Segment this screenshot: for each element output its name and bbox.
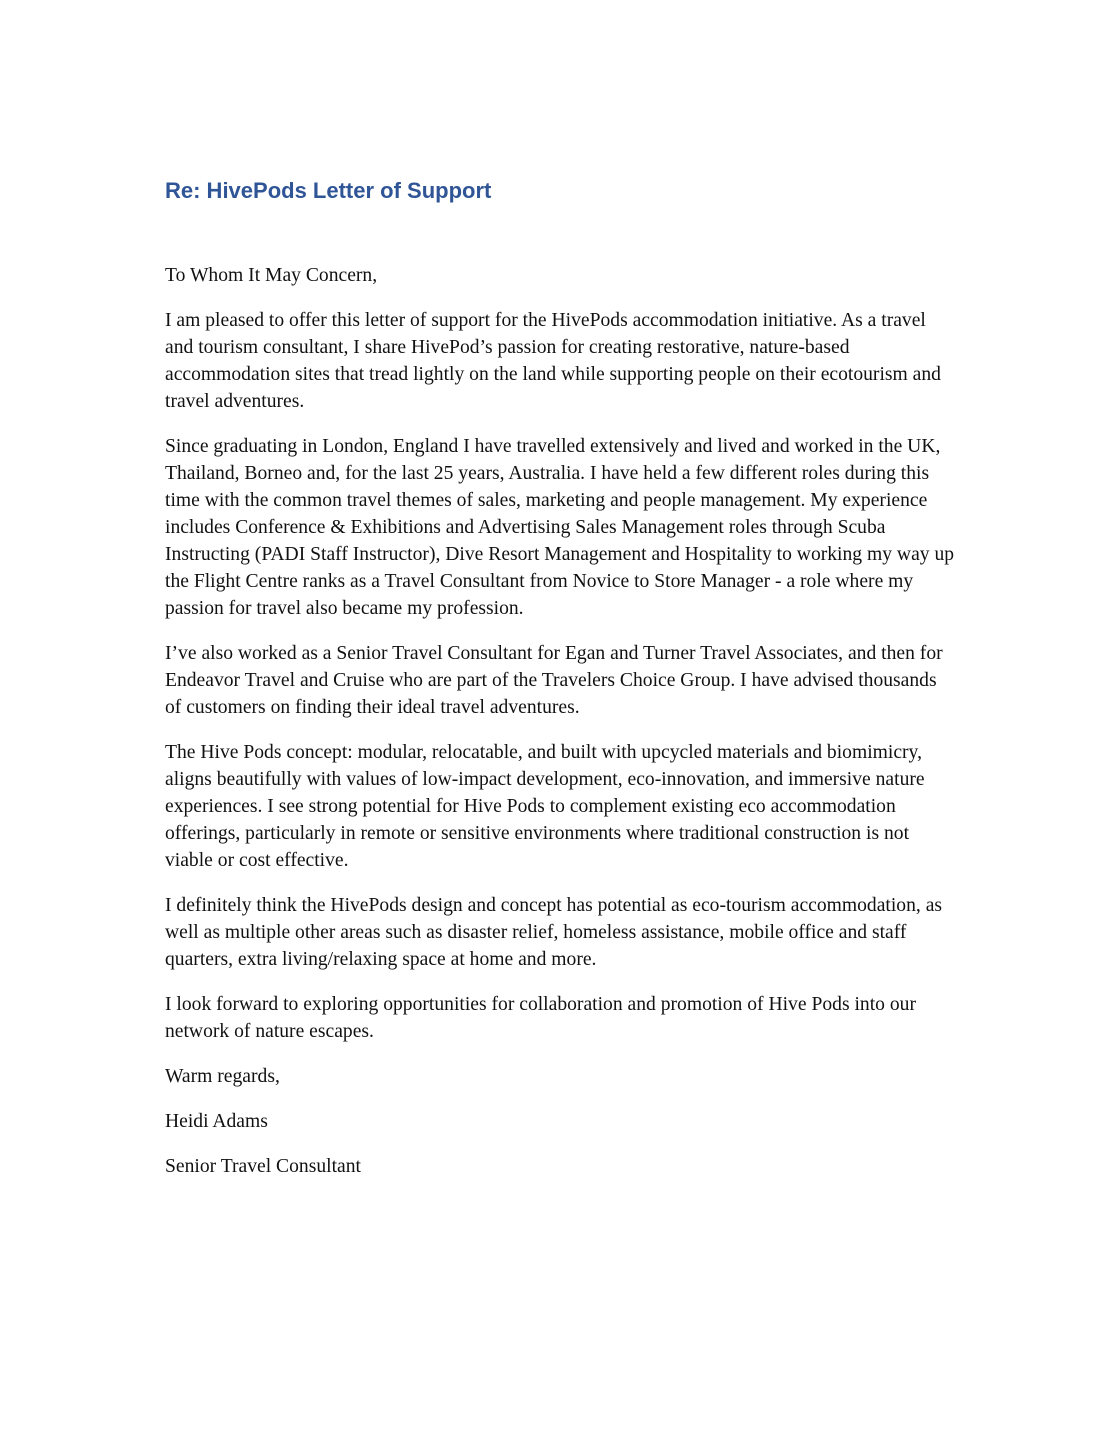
letter-heading: Re: HivePods Letter of Support — [165, 178, 492, 203]
paragraph-concept: The Hive Pods concept: modular, relocatable, and built with upcycled materials and biomimicry, aligns beautifully with values of low-impact development, eco-innovation, and immersive nature experiences. I see strong potential for Hive Pods to complement existing eco accommodation offerings, particularly in remote or sensitive environments where traditional construction is not viable or cost effective. — [165, 742, 925, 871]
paragraph-background: Since graduating in London, England I have travelled extensively and lived and worked in the UK, Thailand, Borneo and, for the last 25 years, Australia. I have held a few different roles during this time with the common travel themes of sales, marketing and people management. My experience includes Conference & Exhibitions and Advertising Sales Management roles through Scuba Instructing (PADI Staff Instructor), Dive Resort Management and Hospitality to working my way up the Flight Centre ranks as a Travel Consultant from Novice to Store Manager - a role where my passion for travel also became my profession. — [165, 436, 955, 619]
paragraph-intro: I am pleased to offer this letter of support for the HivePods accommodation initiative. As a travel and tourism consultant, I share HivePod’s passion for creating restorative, nature-based accommodation sites that tread lightly on the land while supporting people on their ecotourism and travel adventures. — [165, 310, 941, 412]
letter-body — [165, 176, 955, 1198]
salutation: To Whom It May Concern, — [165, 265, 378, 286]
paragraph-outlook: I look forward to exploring opportunities for collaboration and promotion of Hive Pods into our network of nature escapes. — [165, 994, 916, 1042]
signer-name: Heidi Adams — [165, 1111, 268, 1132]
paragraph-experience: I’ve also worked as a Senior Travel Consultant for Egan and Turner Travel Associates, and then for Endeavor Travel and Cruise who are part of the Travelers Choice Group. I have advised thousands of customers on finding their ideal travel adventures. — [165, 643, 943, 718]
paragraph-potential: I definitely think the HivePods design and concept has potential as eco-tourism accommodation, as well as multiple other areas such as disaster relief, homeless assistance, mobile office and staff quarters, extra living/relaxing space at home and more. — [165, 895, 943, 970]
signer-title: Senior Travel Consultant — [165, 1156, 361, 1177]
closing: Warm regards, — [165, 1066, 280, 1087]
